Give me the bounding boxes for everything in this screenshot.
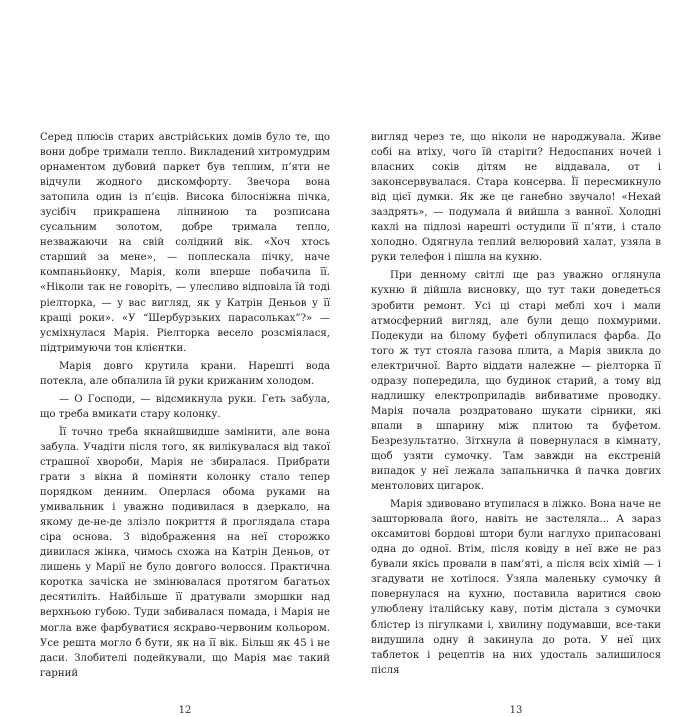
page-number: 12	[178, 705, 192, 716]
paragraph: Її точно треба якнайшвидше замінити, але вона забула. Учадіти після того, як вилікувалася від такої страшної хвороби, Марія не збиралася. Прибрати грати з вікна й поміняти колонку стало тепер порядком денним. Оперлася обома руками на умивальник і уважно подивилася в дзеркало, на якому де-не-де злізло покриття й проглядала стара сіра основа. З відображення на неї сторожко дивилася жінка, чимось схожа на Катрін Деньов, от лишень у Марії не було довгого волосся. Практична коротка зачіска не змінювалася протягом багатьох десятиліть. Найбільше її дратували зморшки над верхньою губою. Туди забивалася помада, і Марія не могла вже фарбуватися яскраво-червоним кольором. Усе решта могло б бути, як на її вік. Більш як 45 і не даси. Злобителі подейкували, що Марія має такий гарний	[40, 426, 330, 679]
right-page	[371, 130, 661, 716]
right-page-text	[371, 130, 661, 678]
paragraph: При денному світлі ще раз уважно оглянула кухню й дійшла висновку, що тут таки доведеться зробити ремонт. Усі ці старі меблі хоч і мали атмосферний вигляд, але були дещо похмурими. Подекуди на білому буфеті облупилася фарба. До того ж тут стояла газова плита, а Марія звикла до електричної. Варто віддати належне — ріелторка її одразу попередила, що будинок старий, а тому від надлишку електроприладів вибиватиме проводку. Марія почала роздратовано шукати сірники, які впали в шпарину між плитою та буфетом. Безрезультатно. Зітхнула й повернулася в кімнату, щоб узяти сумочку. Там завжди на екстреній випадок у неї лежала запальничка й пачка довгих ментолових цигарок.	[371, 270, 661, 493]
paragraph: Марія довго крутила крани. Нарешті вода потекла, але обпалила їй руки крижаним холодом.	[40, 360, 330, 387]
paragraph: — О Господи, — відсмикнула руки. Геть забула, що треба вмикати стару колонку.	[40, 393, 330, 420]
left-page	[40, 130, 330, 716]
page-number: 13	[509, 705, 523, 716]
left-page-text	[40, 130, 330, 681]
paragraph: Серед плюсів старих австрійських домів було те, що вони добре тримали тепло. Викладений хитромудрим орнаментом дубовий паркет був теплим, п’яти не відчули жодного дискомфорту. Звечора вона затопила один із п’єців. Висока білосніжна пічка, зусібіч прикрашена ліпниною та розписана сусальним золотом, добре тримала тепло, незважаючи на свій солідний вік. «Хоч хтось старший за мене», — поплескала пічку, наче компаньйонку, Марія, коли вперше побачила її. «Ніколи так не говоріть, — улесливо відповіла їй тоді ріелторка, — у вас вигляд, як у Катрін Деньов у її кращі роки». «У “Шербурзьких парасольках”?» — усміхнулася Марія. Ріелторка весело розсміялася, підтримуючи тон клієнтки.	[40, 132, 330, 354]
paragraph: вигляд через те, що ніколи не народжувала. Живе собі на втіху, чого їй старіти? Недоспаних ночей і власних соків дітям не віддавала, от і законсервувалася. Стара консерва. Її пересмикнуло від цієї думки. Як же це ганебно звучало! «Нехай заздрять», — подумала й вийшла з ванної. Холодні кахлі на підлозі нарешті остудили її п’яти, і стало холодно. Одягнула теплий велюровий халат, узяла в руки телефон і пішла на кухню.	[371, 132, 661, 264]
paragraph: Марія здивовано втупилася в ліжко. Вона наче не зашторювала його, навіть не застеляла... А зараз оксамитові бордові штори були наглухо припасовані одна до одної. Втім, після ковіду в неї вже не раз бували якісь провали в пам’яті, а після всіх хімій — і згадувати не хотілося. Узяла маленьку сумочку й повернулася на кухню, поставила варитися свою улюблену італійську каву, потім дістала з сумочки блістер із пігулками і, хвилину подумавши, все-таки видушила одну й закинула до рота. У неї цих таблеток і рецептів на них удосталь залишилося після	[371, 499, 661, 676]
